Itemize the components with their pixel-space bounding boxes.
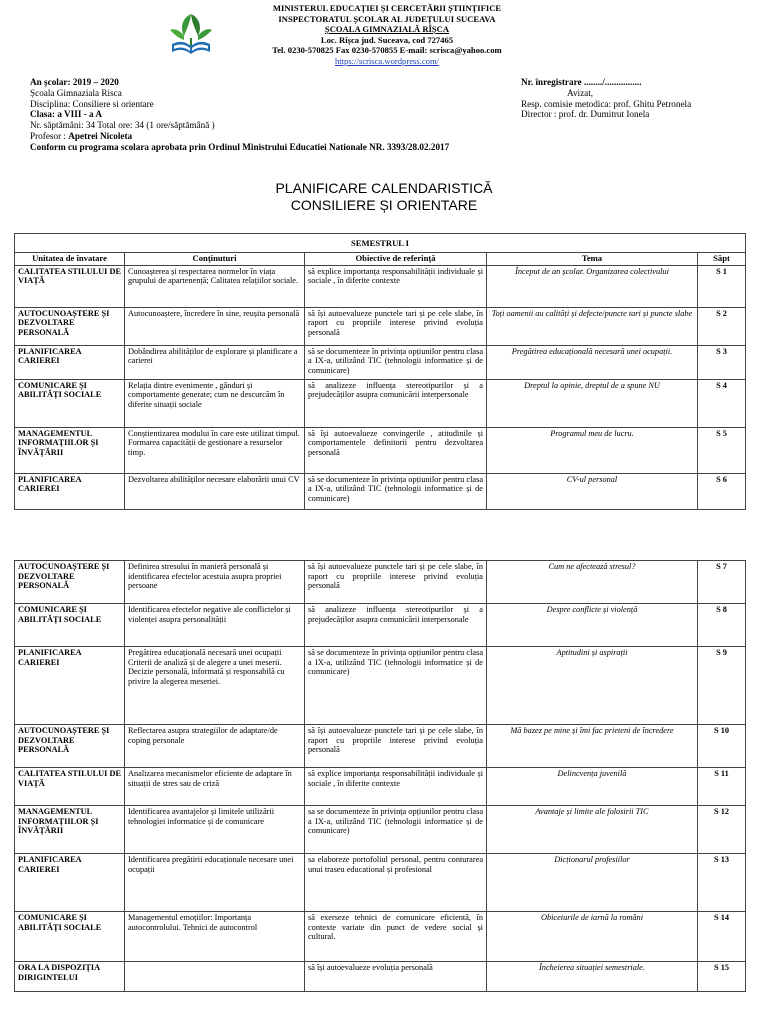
objective-cell: să explice importanța responsabilității individuale și sociale , în diferite contexte: [305, 768, 487, 806]
inspectorate-name: INSPECTORATUL ȘCOLAR AL JUDEȚULUI SUCEAVA: [278, 13, 496, 24]
school-name-line: Școala Gimnaziala Risca: [30, 87, 122, 98]
content-cell: Identificarea efectelor negative ale conflictelor și violenței asupra personalității: [125, 604, 305, 647]
table-row: [15, 854, 746, 912]
content-cell: [125, 962, 305, 992]
content-cell: Managementul emoțiilor: Importanța autocontrolului. Tehnici de autocontrol: [125, 912, 305, 962]
objective-cell: sa elaboreze portofoliul personal, pentru conturarea unui traseu educational și profesional: [305, 854, 487, 912]
table-row: [15, 806, 746, 854]
director-line: Director : prof. dr. Dumitrut Ionela: [521, 109, 650, 120]
school-address: Loc. Rîșca jud. Suceava, cod 727465: [320, 34, 454, 45]
unit-cell: CALITATEA STILULUI DE VIAȚĂ: [15, 265, 125, 307]
school-name: ȘCOALA GIMNAZIALĂ RÎȘCA: [324, 24, 450, 35]
week-cell: S 4: [698, 379, 746, 427]
table-row: [15, 768, 746, 806]
header-objective: Obiective de referință: [305, 253, 487, 266]
objective-cell: să își autoevalueze punctele tari și pe cele slabe, în raport cu propriile interese privind evoluția personală: [305, 307, 487, 345]
title-line-2: CONSILIERE ȘI ORIENTARE: [290, 197, 478, 213]
week-cell: S 6: [698, 473, 746, 509]
theme-cell: Dicționarul profesiilor: [487, 854, 698, 912]
program-reference: Conform cu programa scolara aprobata prin Ordinul Ministrului Educatiei Nationale NR. 3393/28.02.2017: [30, 141, 450, 152]
content-cell: Identificarea pregătirii educaționale necesare unei ocupații: [125, 854, 305, 912]
week-cell: S 15: [698, 962, 746, 992]
registration-number: Nr. înregistrare ......../................: [521, 77, 642, 87]
theme-cell: CV-ul personal: [487, 473, 698, 509]
week-cell: S 14: [698, 912, 746, 962]
week-cell: S 9: [698, 647, 746, 725]
unit-cell: PLANIFICAREA CARIEREI: [15, 647, 125, 725]
table-row: [15, 561, 746, 604]
school-contact: Tel. 0230-570825 Fax 0230-570855 E-mail: scrisca@yahoo.com: [272, 45, 502, 56]
theme-cell: Delincvența juvenilă: [487, 768, 698, 806]
header-theme: Tema: [487, 253, 698, 266]
content-cell: Analizarea mecanismelor eficiente de adaptare în situații de stres sau de criză: [125, 768, 305, 806]
week-cell: S 5: [698, 427, 746, 473]
theme-cell: Aptitudini și aspirații: [487, 647, 698, 725]
header-unit: Unitatea de învatare: [15, 253, 125, 266]
objective-cell: să își autoevalueze evoluția personală: [305, 962, 487, 992]
discipline-line: Disciplina: Consiliere si orientare: [30, 98, 154, 109]
unit-cell: CALITATEA STILULUI DE VIAȚĂ: [15, 768, 125, 806]
class-line: [30, 109, 500, 120]
content-cell: Autocunoaștere, încredere în sine, reușita personală: [125, 307, 305, 345]
content-cell: Definirea stresului în manieră personală și identificarea efectelor acestuia asupra propriei persoane: [125, 561, 305, 604]
school-logo-icon: [166, 10, 216, 58]
class-value: a VIII - a A: [57, 109, 103, 120]
objective-cell: să se documenteze în privința opțiunilor pentru clasa a IX-a, utilizând TIC (tehnologii informatice și de comunicare): [305, 647, 487, 725]
table-row: [15, 345, 746, 379]
content-cell: Dobândirea abilităților de explorare și planificare a carierei: [125, 345, 305, 379]
approval-info: [521, 77, 761, 120]
unit-cell: MANAGEMENTUL INFORMAȚIILOR ȘI ÎNVĂȚĂRII: [15, 427, 125, 473]
week-cell: S 10: [698, 725, 746, 768]
planning-table-part-1: [14, 233, 746, 510]
week-cell: S 11: [698, 768, 746, 806]
planning-table-part-2: [14, 560, 746, 992]
teacher-value: Apetrei Nicoleta: [68, 130, 133, 141]
table-row: [15, 473, 746, 509]
objective-cell: să exerseze tehnici de comunicare eficientă, în contexte variate din punct de vedere social și cultural.: [305, 912, 487, 962]
school-year: An școlar: 2019 – 2020: [30, 77, 119, 87]
objective-cell: să analizeze influența stereotipurilor și a prejudecăților asupra comunicării interpersonale: [305, 379, 487, 427]
unit-cell: COMUNICARE ȘI ABILITĂȚI SOCIALE: [15, 604, 125, 647]
content-cell: Relația dintre evenimente , gânduri și comportamente generate; cum ne descurcăm în diferite situații sociale: [125, 379, 305, 427]
semester-heading: SEMESTRUL I: [15, 234, 746, 253]
table-row: [15, 379, 746, 427]
theme-cell: Dreptul la opinie, dreptul de a spune NU: [487, 379, 698, 427]
objective-cell: să își autoevalueze punctele tari și pe cele slabe, în raport cu propriile interese privind evoluția personală: [305, 561, 487, 604]
institution-header: [232, 3, 542, 67]
theme-cell: Toți oamenii au calități și defecte/puncte tari și puncte slabe: [487, 307, 698, 345]
document-info: [30, 77, 500, 153]
commission-line: Resp. comisie metodica: prof. Ghitu Petronela: [521, 98, 692, 109]
week-cell: S 13: [698, 854, 746, 912]
content-cell: Dezvoltarea abilităților necesare elaborării unui CV: [125, 473, 305, 509]
objective-cell: să își autoevalueze convingerile , atitudinile și comportamentele definitorii pentru dezvoltarea personală: [305, 427, 487, 473]
unit-cell: PLANIFICAREA CARIEREI: [15, 854, 125, 912]
objective-cell: sa se documenteze în privința opțiunilor pentru clasa a IX-a, utilizând TIC (tehnologii informatice și de comunicare): [305, 806, 487, 854]
unit-cell: COMUNICARE ȘI ABILITĂȚI SOCIALE: [15, 379, 125, 427]
table-row: [15, 912, 746, 962]
theme-cell: Pregătirea educațională necesară unei ocupații.: [487, 345, 698, 379]
header-week: Săpt: [698, 253, 746, 266]
title-line-1: PLANIFICARE CALENDARISTICĂ: [275, 180, 493, 196]
table-row: [15, 604, 746, 647]
approved-label: Avizat,: [567, 87, 594, 98]
unit-cell: MANAGEMENTUL INFORMAȚIILOR ȘI ÎNVĂȚĂRII: [15, 806, 125, 854]
table-row: [15, 647, 746, 725]
unit-cell: AUTOCUNOAȘTERE ȘI DEZVOLTARE PERSONALĂ: [15, 561, 125, 604]
objective-cell: să explice importanța responsabilității individuale și sociale , în diferite contexte: [305, 265, 487, 307]
theme-cell: Cum ne afectează stresul?: [487, 561, 698, 604]
theme-cell: Început de an școlar. Organizarea colectivului: [487, 265, 698, 307]
header-content: Conținuturi: [125, 253, 305, 266]
objective-cell: să își autoevalueze punctele tari și pe cele slabe, în raport cu propriile interese privind evoluția personală: [305, 725, 487, 768]
theme-cell: Mă bazez pe mine și îmi fac prieteni de încredere: [487, 725, 698, 768]
objective-cell: să analizeze influența stereotipurilor și a prejudecăților asupra comunicării interpersonale: [305, 604, 487, 647]
content-cell: Reflectarea asupra strategiilor de adaptare/de coping personale: [125, 725, 305, 768]
table-row: [15, 962, 746, 992]
theme-cell: Programul meu de lucru.: [487, 427, 698, 473]
unit-cell: AUTOCUNOAȘTERE ȘI DEZVOLTARE PERSONALĂ: [15, 307, 125, 345]
week-cell: S 3: [698, 345, 746, 379]
week-cell: S 12: [698, 806, 746, 854]
content-cell: Conștientizarea modului în care este utilizat timpul. Formarea capacității de gestionare a resurselor timp.: [125, 427, 305, 473]
theme-cell: Avantaje și limite ale folosirii TIC: [487, 806, 698, 854]
unit-cell: PLANIFICAREA CARIEREI: [15, 473, 125, 509]
objective-cell: să se documenteze în privința opțiunilor pentru clasa a IX-a, utilizând TIC (tehnologii informatice și de comunicare): [305, 345, 487, 379]
content-cell: Cunoașterea și respectarea normelor în viața grupului de apartenență; Calitatea relațiilor sociale.: [125, 265, 305, 307]
page-title: [0, 180, 768, 214]
unit-cell: AUTOCUNOAȘTERE ȘI DEZVOLTARE PERSONALĂ: [15, 725, 125, 768]
week-cell: S 7: [698, 561, 746, 604]
class-label: Clasa:: [30, 109, 56, 120]
school-website-link[interactable]: https://scrisca.wordpress.com/: [334, 55, 440, 66]
weeks-line: Nr. săptămâni: 34 Total ore: 34 (1 ore/săptămână ): [30, 120, 215, 131]
objective-cell: să se documenteze în privința opțiunilor pentru clasa a IX-a, utilizând TIC (tehnologii informatice și de comunicare): [305, 473, 487, 509]
table-row: [15, 725, 746, 768]
teacher-label: Profesor :: [30, 130, 66, 141]
theme-cell: Obiceiurile de iarnă la români: [487, 912, 698, 962]
teacher-line: [30, 131, 500, 142]
theme-cell: Despre conflicte și violență: [487, 604, 698, 647]
theme-cell: Încheierea situației semestriale.: [487, 962, 698, 992]
table-row: [15, 265, 746, 307]
table-row: [15, 307, 746, 345]
table-row: [15, 427, 746, 473]
ministry-name: MINISTERUL EDUCAȚIEI ȘI CERCETĂRII ȘTIINȚIFICE: [272, 3, 502, 13]
unit-cell: ORA LA DISPOZIȚIA DIRIGINTELUI: [15, 962, 125, 992]
week-cell: S 1: [698, 265, 746, 307]
unit-cell: COMUNICARE ȘI ABILITĂȚI SOCIALE: [15, 912, 125, 962]
week-cell: S 8: [698, 604, 746, 647]
week-cell: S 2: [698, 307, 746, 345]
content-cell: Pregătirea educațională necesară unei ocupații Criterii de analiză și de alegere a unei meserii. Decizie personală, informată și responsabilă cu privire la alegerea meseriei.: [125, 647, 305, 725]
unit-cell: PLANIFICAREA CARIEREI: [15, 345, 125, 379]
content-cell: Identificarea avantajelor și limitele utilizării tehnologiei informatice și de comunicare: [125, 806, 305, 854]
